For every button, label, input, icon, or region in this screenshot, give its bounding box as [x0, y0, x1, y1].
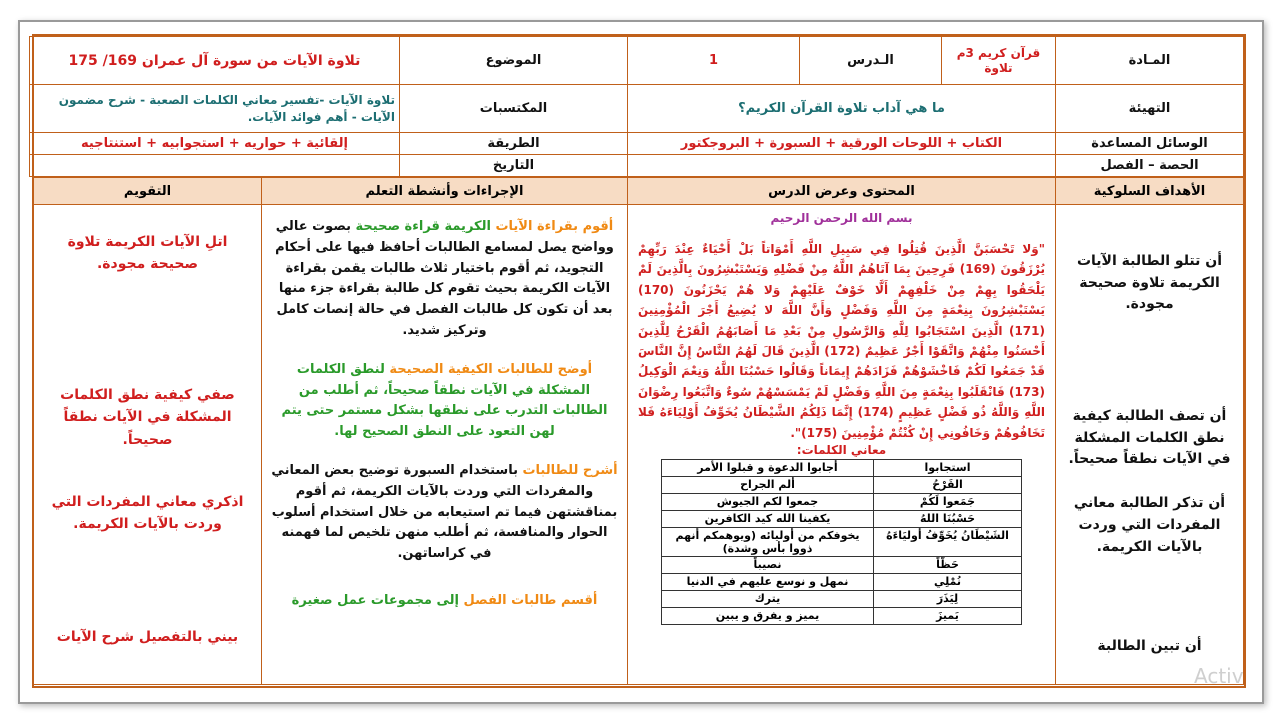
vocab-word: جَمَعوا لَكُمْ: [874, 493, 1022, 510]
vocab-row: [662, 476, 1022, 493]
period-value: [628, 155, 1056, 177]
content-cell: [628, 205, 1056, 685]
objectives-cell: [1056, 205, 1244, 685]
procedure-1-body: بصوت عالي وواضح يصل لمسامع الطالبات أحافظ فيها على أحكام التجويد، ثم أقوم باختيار ثلاث طالبات يقمن بقراءة الآيات الكريمة بحيث تقوم كل طالبة بقراءة جزء منها بعد أن تكون كل طالبات الفصل في حالة إنصات كامل وتركيز شديد.: [275, 219, 614, 338]
vocab-row: [662, 608, 1022, 625]
lesson-plan-header-table: [29, 36, 1244, 177]
vocab-row: [662, 591, 1022, 608]
vocab-meaning: يميز و يفرق و يبين: [662, 608, 874, 625]
vocab-word: حَظّاً: [874, 557, 1022, 574]
vocab-meaning: يترك: [662, 591, 874, 608]
activation-watermark: Activ: [1194, 664, 1244, 688]
procedure-2-lead: أوضح للطالبات الكيفية الصحيحة: [389, 361, 593, 377]
content-header: المحتوى وعرض الدرس: [628, 178, 1056, 205]
date-label: التاريخ: [399, 155, 627, 177]
procedure-3-lead: أشرح للطالبات: [522, 462, 618, 478]
verse-text: "وَلا تَحْسَبَنَّ الَّذِينَ قُتِلُوا فِي سَبِيلِ اللَّهِ أَمْوَاتاً بَلْ أَحْيَاءٌ عِنْدَ رَبِّهِمْ يُرْزَقُونَ (169) فَرِحِينَ بِمَا آتَاهُمُ اللَّهُ مِنْ فَضْلِهِ وَيَسْتَبْشِرُونَ بِالَّذِينَ لَمْ يَلْحَقُوا بِهِمْ مِنْ خَلْفِهِمْ أَلَّا خَوْفٌ عَلَيْهِمْ وَلا هُمْ يَحْزَنُونَ (170) يَسْتَبْشِرُونَ بِنِعْمَةٍ مِنَ اللَّهِ وَفَضْلٍ وَأَنَّ اللَّهَ لا يُضِيعُ أَجْرَ الْمُؤْمِنِينَ (171) الَّذِينَ اسْتَجَابُوا لِلَّهِ وَالرَّسُولِ مِنْ بَعْدِ مَا أَصَابَهُمُ الْقَرْحُ لِلَّذِينَ أَحْسَنُوا مِنْهُمْ وَاتَّقَوْا أَجْرٌ عَظِيمٌ (172) الَّذِينَ قَالَ لَهُمُ النَّاسُ إِنَّ النَّاسَ قَدْ جَمَعُوا لَكُمْ فَاخْشَوْهُمْ فَزَادَهُمْ إِيمَاناً وَقَالُوا حَسْبُنَا اللَّهُ وَنِعْمَ الْوَكِيلُ (173) فَانْقَلَبُوا بِنِعْمَةٍ مِنَ اللَّهِ وَفَضْلٍ لَمْ يَمْسَسْهُمْ سُوءٌ وَاتَّبَعُوا رِضْوَانَ اللَّهِ وَاللَّهُ ذُو فَضْلٍ عَظِيمٍ (174) إِنَّمَا ذَلِكُمُ الشَّيْطَانُ يُخَوِّفُ أَوْلِيَاءَهُ فَلا تَخَافُوهُمْ وَخَافُونِي إِنْ كُنْتُمْ مُؤْمِنِينَ (175)".: [638, 242, 1045, 440]
objective-4: أن تبين الطالبة: [1097, 638, 1202, 655]
subject-value: قرآن كريم 3م تلاوة: [942, 37, 1056, 85]
procedure-1: [270, 217, 619, 342]
vocab-row: [662, 510, 1022, 527]
vocab-meaning: يكفينا الله كيد الكافرين: [662, 510, 874, 527]
vocab-word: لِيَذَرَ: [874, 591, 1022, 608]
procedure-2: [270, 360, 619, 443]
topic-value: تلاوة الآيات من سورة آل عمران 169/ 175: [29, 37, 399, 85]
vocab-word: القَرْحُ: [874, 476, 1022, 493]
evaluation-cell: [34, 205, 262, 685]
vocab-row: [662, 459, 1022, 476]
vocab-row: [662, 574, 1022, 591]
intro-value: ما هي آداب تلاوة القرآن الكريم؟: [628, 85, 1056, 133]
objective-3: أن تذكر الطالبة معاني المفردات التي وردت بالآيات الكريمة.: [1073, 495, 1226, 555]
evaluation-2: صفي كيفية نطق الكلمات المشكلة في الآيات نطقاً صحيحاً.: [60, 386, 235, 448]
procedures-header: الإجراءات وأنشطة التعلم: [262, 178, 628, 205]
procedure-1-highlight: الكريمة قراءة صحيحة: [351, 219, 496, 234]
vocab-title: معاني الكلمات:: [796, 442, 887, 457]
basmala: بسم الله الرحمن الرحيم: [770, 211, 913, 225]
lesson-label: الـدرس: [800, 37, 942, 85]
vocab-word: الشَيْطَانُ يُخَوِّفُ أوليَاءَهُ: [874, 527, 1022, 556]
lesson-plan-sheet: [32, 34, 1246, 688]
vocab-row: [662, 557, 1022, 574]
evaluation-4: بيني بالتفصيل شرح الآيات: [56, 628, 239, 645]
vocab-meaning: يخوفكم من أوليائه (ويوهمكم أنهم ذووا بأس وشدة): [662, 527, 874, 556]
lesson-value: 1: [628, 37, 800, 85]
period-label: الحصة – الفصل: [1056, 155, 1244, 177]
evaluation-1: اتلِ الآيات الكريمة تلاوة صحيحة مجودة.: [67, 234, 228, 273]
procedures-cell: [262, 205, 628, 685]
vocab-row: [662, 493, 1022, 510]
vocab-table: [661, 459, 1022, 625]
lesson-plan-body-table: [33, 177, 1244, 685]
aids-value: الكتاب + اللوحات الورقية + السبورة + البروجكتور: [628, 133, 1056, 155]
objective-2: أن تصف الطالبة كيفية نطق الكلمات المشكلة في الآيات نطقاً صحيحاً.: [1068, 408, 1231, 468]
aids-label: الوسائل المساعدة: [1056, 133, 1244, 155]
date-value: [29, 155, 399, 177]
procedure-2-body: لنطق الكلمات المشكلة في الآيات نطقاً صحيحاً، ثم أطلب من الطالبات التدرب على نطقها بشكل مستمر حتى يتم لهن التعود على النطق الصحيح لها.: [281, 361, 608, 440]
objective-1: أن تتلو الطالبة الآيات الكريمة تلاوة صحيحة مجودة.: [1076, 253, 1223, 313]
vocab-word: نُمْلِي: [874, 574, 1022, 591]
vocab-word: حَسْبُنَا اللهُ: [874, 510, 1022, 527]
subject-label: المـادة: [1056, 37, 1244, 85]
vocab-row: [662, 527, 1022, 556]
method-label: الطريقة: [399, 133, 627, 155]
vocab-meaning: نصيباً: [662, 557, 874, 574]
procedure-1-lead: أقوم بقراءة الآيات: [495, 219, 614, 234]
skills-value: تلاوة الآيات -تفسير معاني الكلمات الصعبة - شرح مضمون الآيات - أهم فوائد الآيات.: [29, 85, 399, 133]
evaluation-header: التقويم: [34, 178, 262, 205]
method-value: إلقائية + حواريه + استجوابيه + استنتاجيه: [29, 133, 399, 155]
evaluation-3: اذكري معاني المفردات التي وردت بالآيات الكريمة.: [51, 493, 244, 533]
vocab-meaning: نمهل و نوسع عليهم في الدنيا: [662, 574, 874, 591]
vocab-meaning: ألم الجراح: [662, 476, 874, 493]
procedure-4-lead: أقسم طالبات الفصل: [463, 592, 598, 608]
intro-label: التهيئة: [1056, 85, 1244, 133]
vocab-word: استجابوا: [874, 459, 1022, 476]
procedure-4: [270, 591, 619, 612]
objectives-header: الأهداف السلوكية: [1056, 178, 1244, 205]
procedure-3: [270, 461, 619, 565]
procedure-3-body: باستخدام السبورة توضيح بعض المعاني والمفردات التي وردت بالآيات الكريمة، ثم أقوم بمناقشتهن فيما تم استيعابه من خلال استخدام أسلوب الحوار والمنافسة، ثم أطلب منهن تلخيص لما فهمنه في كراساتهن.: [271, 462, 618, 562]
topic-label: الموضوع: [399, 37, 627, 85]
skills-label: المكتسبات: [399, 85, 627, 133]
vocab-meaning: أجابوا الدعوة و قبلوا الأمر: [662, 459, 874, 476]
procedure-4-body: إلى مجموعات عمل صغيرة: [291, 592, 464, 608]
vocab-word: يَميزَ: [874, 608, 1022, 625]
vocab-meaning: جمعوا لكم الجيوش: [662, 493, 874, 510]
